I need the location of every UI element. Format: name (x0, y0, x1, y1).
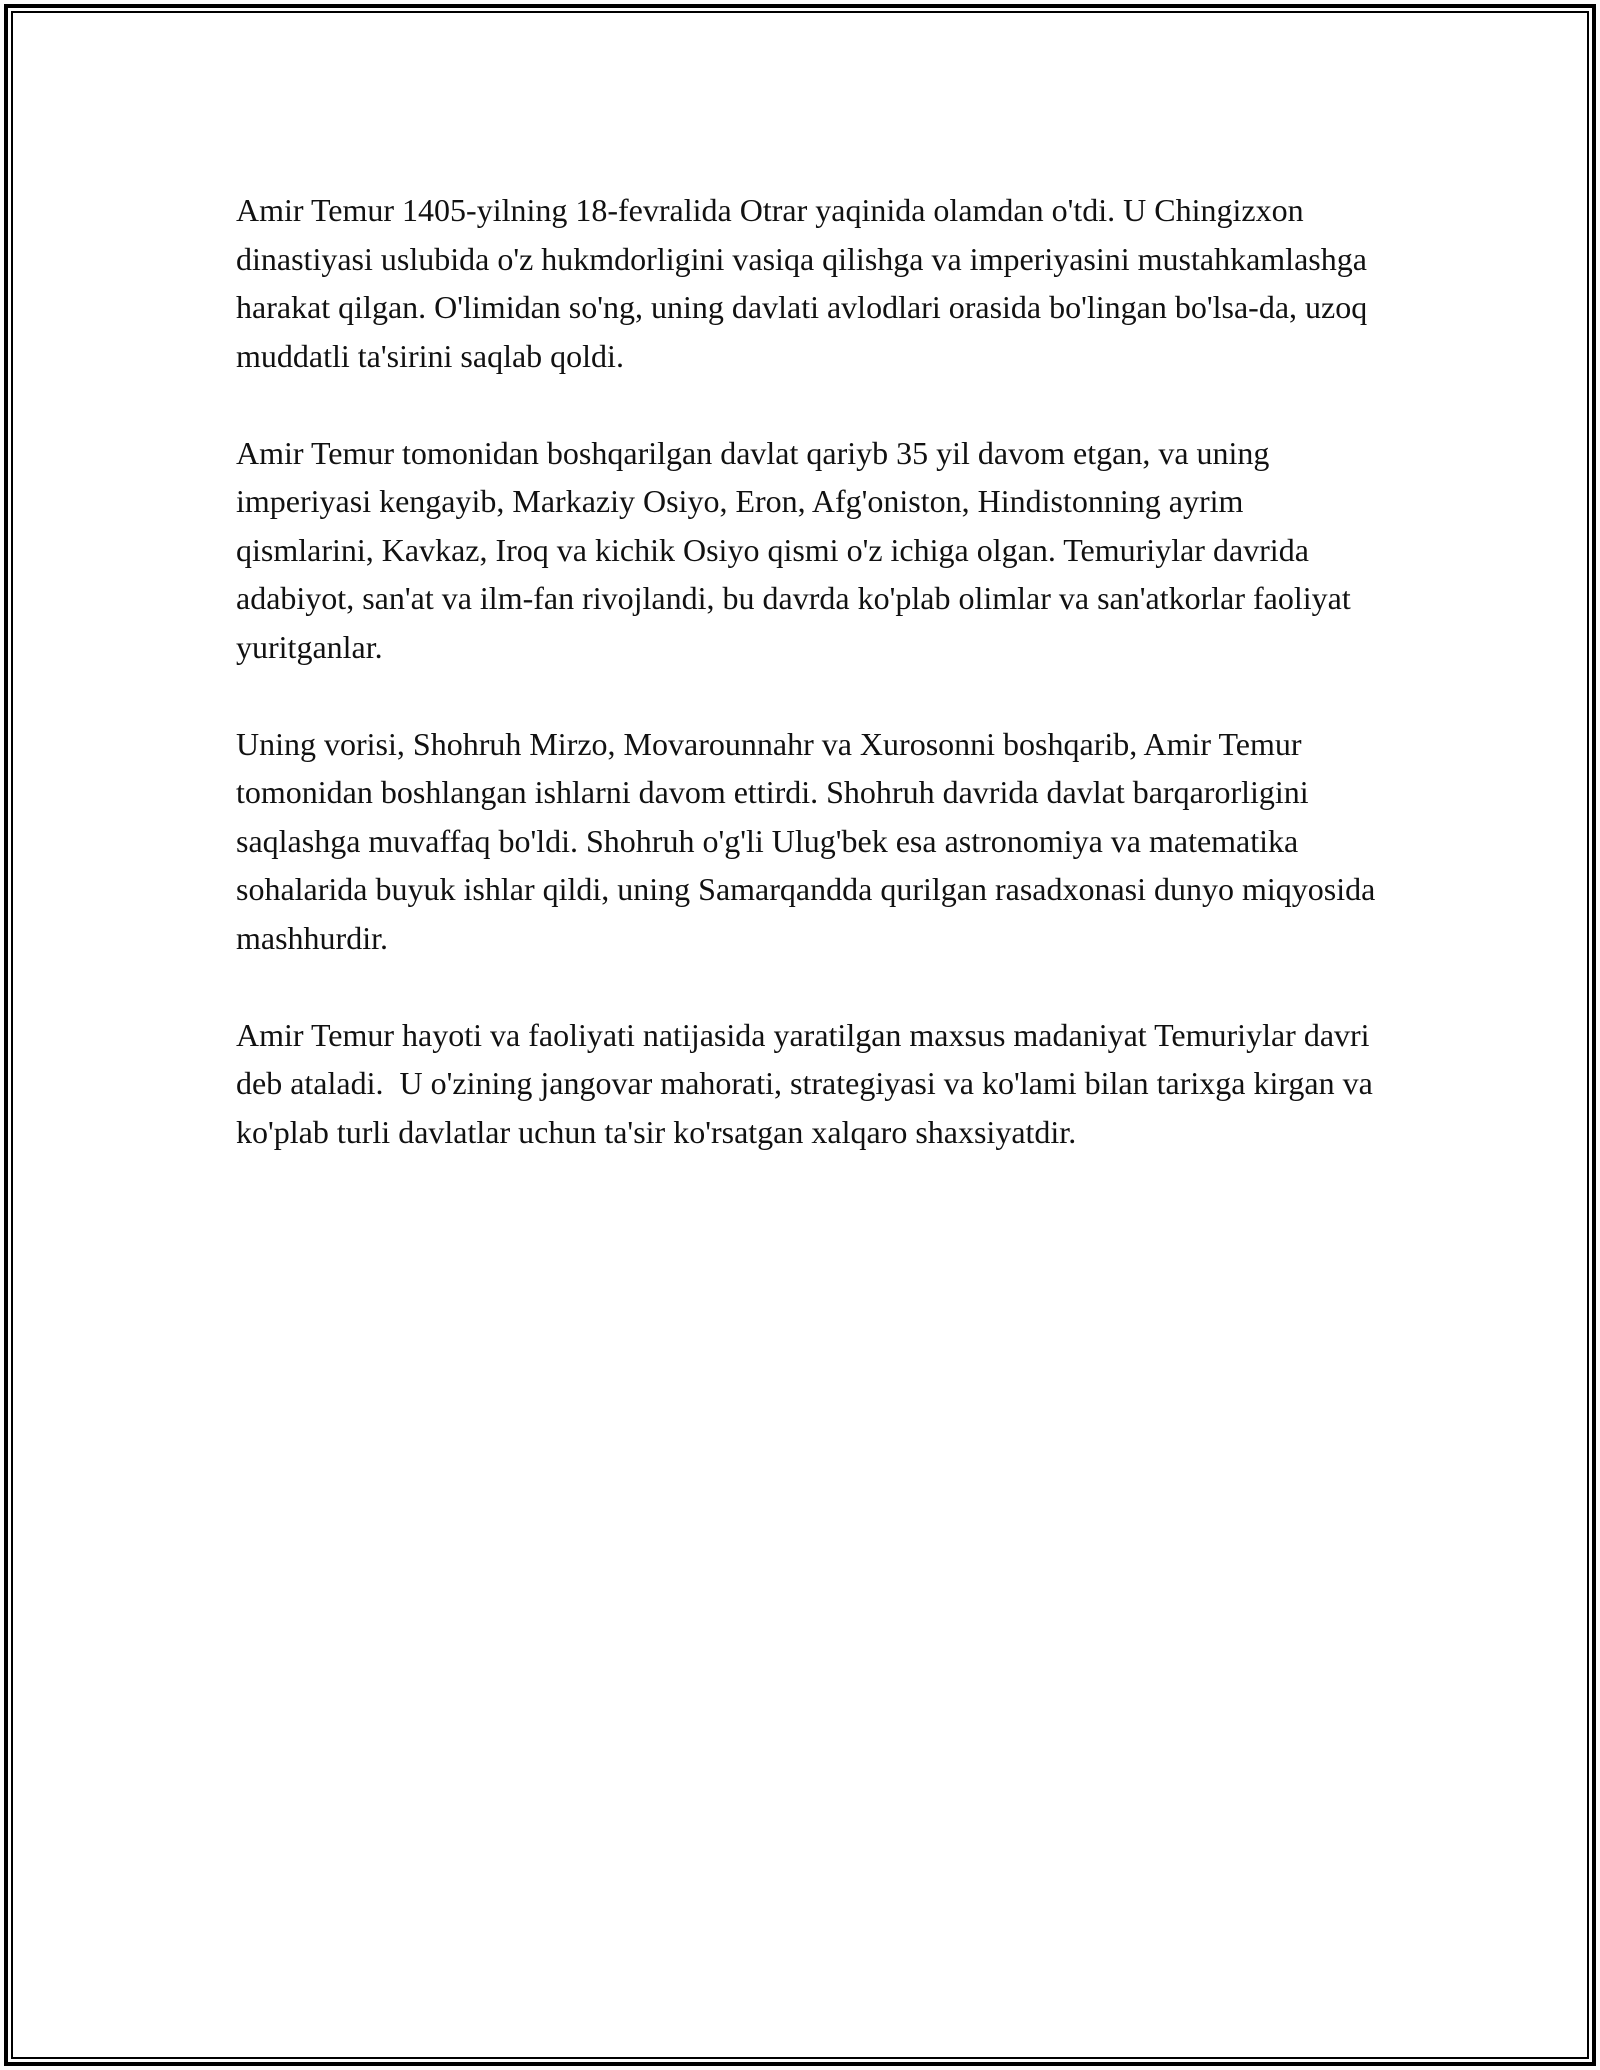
paragraph-1: Amir Temur 1405-yilning 18-fevralida Otrar yaqinida olamdan o'tdi. U Chingizxon dinastiyasi uslubida o'z hukmdorligini vasiqa qilishga va imperiyasini mustahkamlashga harakat qilgan. O'limidan so'ng, uning davlati avlodlari orasida bo'lingan bo'lsa-da, uzoq muddatli ta'sirini saqlab qoldi. (236, 192, 1376, 374)
paragraph-2: Amir Temur tomonidan boshqarilgan davlat qariyb 35 yil davom etgan, va uning imperiyasi kengayib, Markaziy Osiyo, Eron, Afg'oniston, Hindistonning ayrim qismlarini, Kavkaz, Iroq va kichik Osiyo qismi o'z ichiga olgan. Temuriylar davrida adabiyot, san'at va ilm-fan rivojlandi, bu davrda ko'plab olimlar va san'atkorlar faoliyat yuritganlar. (236, 434, 1359, 665)
paragraph-4: Amir Temur hayoti va faoliyati natijasida yaratilgan maxsus madaniyat Temuriylar davri deb ataladi. U o'zining jangovar mahorati, strategiyasi va ko'lami bilan tarixga kirgan va ko'plab turli davlatlar uchun ta'sir ko'rsatgan xalqaro shaxsiyatdir. (236, 1016, 1381, 1150)
document-body (236, 186, 1384, 1205)
paragraph-3: Uning vorisi, Shohruh Mirzo, Movarounnahr va Xurosonni boshqarib, Amir Temur tomonidan boshlangan ishlarni davom ettirdi. Shohruh davrida davlat barqarorligini saqlashga muvaffaq bo'ldi. Shohruh o'g'li Ulug'bek esa astronomiya va matematika sohalarida buyuk ishlar qildi, uning Samarqandda qurilgan rasadxonasi dunyo miqyosida mashhurdir. (236, 725, 1384, 956)
